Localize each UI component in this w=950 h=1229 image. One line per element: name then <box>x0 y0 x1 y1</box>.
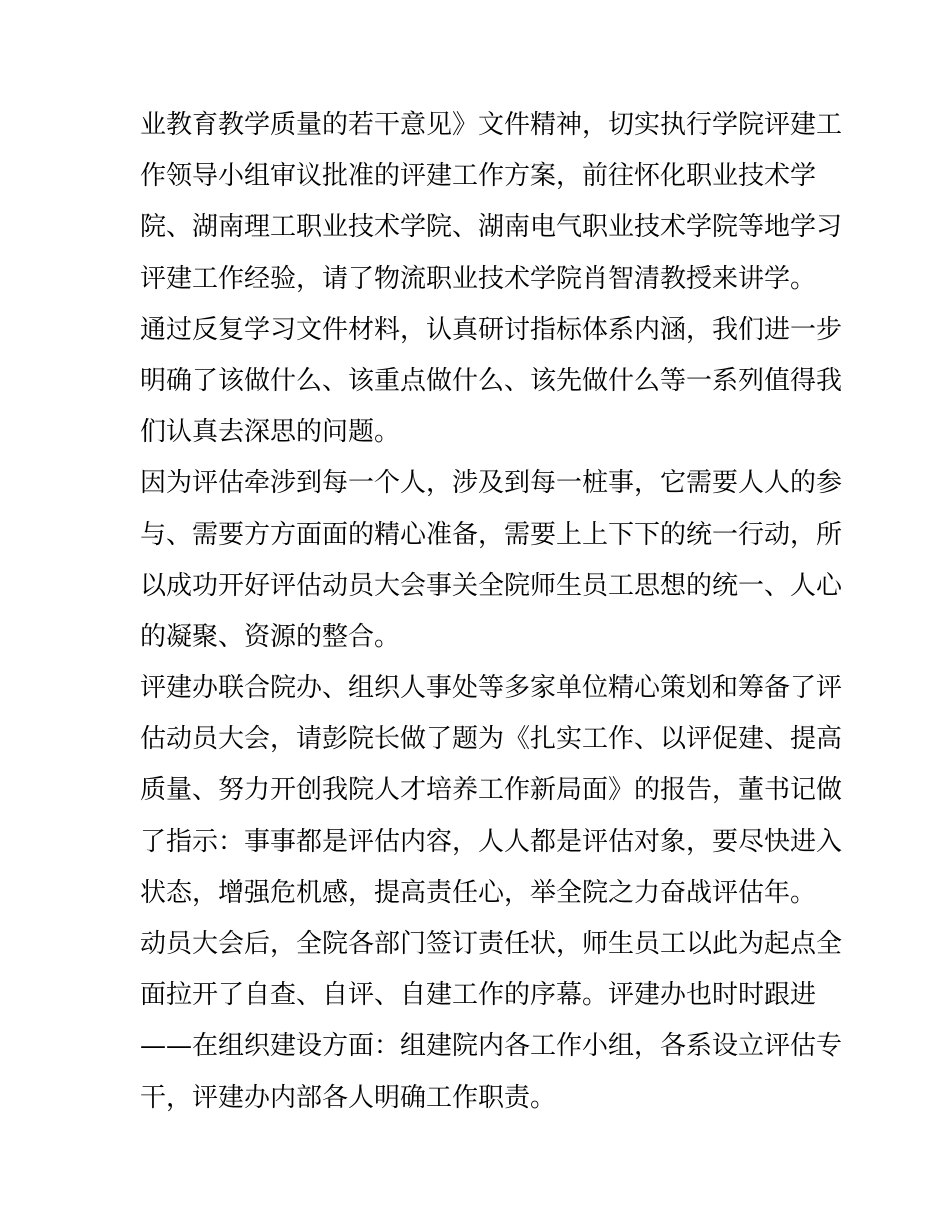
text-line: 动员大会后，全院各部门签订责任状，师生员工以此为起点全 <box>140 929 843 959</box>
text-line: 状态，增强危机感，提高责任心，举全院之力奋战评估年。 <box>140 877 817 908</box>
text-line: 院、湖南理工职业技术学院、湖南电气职业技术学院等地学习 <box>140 212 843 243</box>
text-line: 估动员大会，请彭院长做了题为《扎实工作、以评促建、提高 <box>140 724 843 755</box>
text-line: 们认真去深思的问题。 <box>140 417 401 448</box>
text-line: 面拉开了自查、自评、自建工作的序幕。评建办也时时跟进 <box>140 980 817 1011</box>
text-line: 与、需要方方面面的精心准备，需要上上下下的统一行动，所 <box>140 519 843 550</box>
text-line: 评建办联合院办、组织人事处等多家单位精心策划和筹备了评 <box>140 673 843 704</box>
text-line: 因为评估牵涉到每一个人，涉及到每一桩事，它需要人人的参 <box>140 468 843 499</box>
text-line: 业教育教学质量的若干意见》文件精神，切实执行学院评建工 <box>140 110 843 140</box>
text-line: 质量、努力开创我院人才培养工作新局面》的报告，董书记做 <box>140 775 843 806</box>
text-line: 的凝聚、资源的整合。 <box>140 621 401 652</box>
document-body <box>140 100 843 1124</box>
text-line: 作领导小组审议批准的评建工作方案，前往怀化职业技术学 <box>140 161 817 192</box>
text-line: 了指示：事事都是评估内容，人人都是评估对象，要尽快进入 <box>140 826 843 857</box>
text-line: 干，评建办内部各人明确工作职责。 <box>140 1082 557 1113</box>
text-line: 通过反复学习文件材料，认真研讨指标体系内涵，我们进一步 <box>140 314 843 345</box>
text-line: 明确了该做什么、该重点做什么、该先做什么等一系列值得我 <box>140 365 843 396</box>
text-line: 评建工作经验，请了物流职业技术学院肖智清教授来讲学。 <box>140 263 817 294</box>
text-line: ——在组织建设方面：组建院内各工作小组，各系设立评估专 <box>140 1031 843 1062</box>
text-line: 以成功开好评估动员大会事关全院师生员工思想的统一、人心 <box>140 570 843 601</box>
